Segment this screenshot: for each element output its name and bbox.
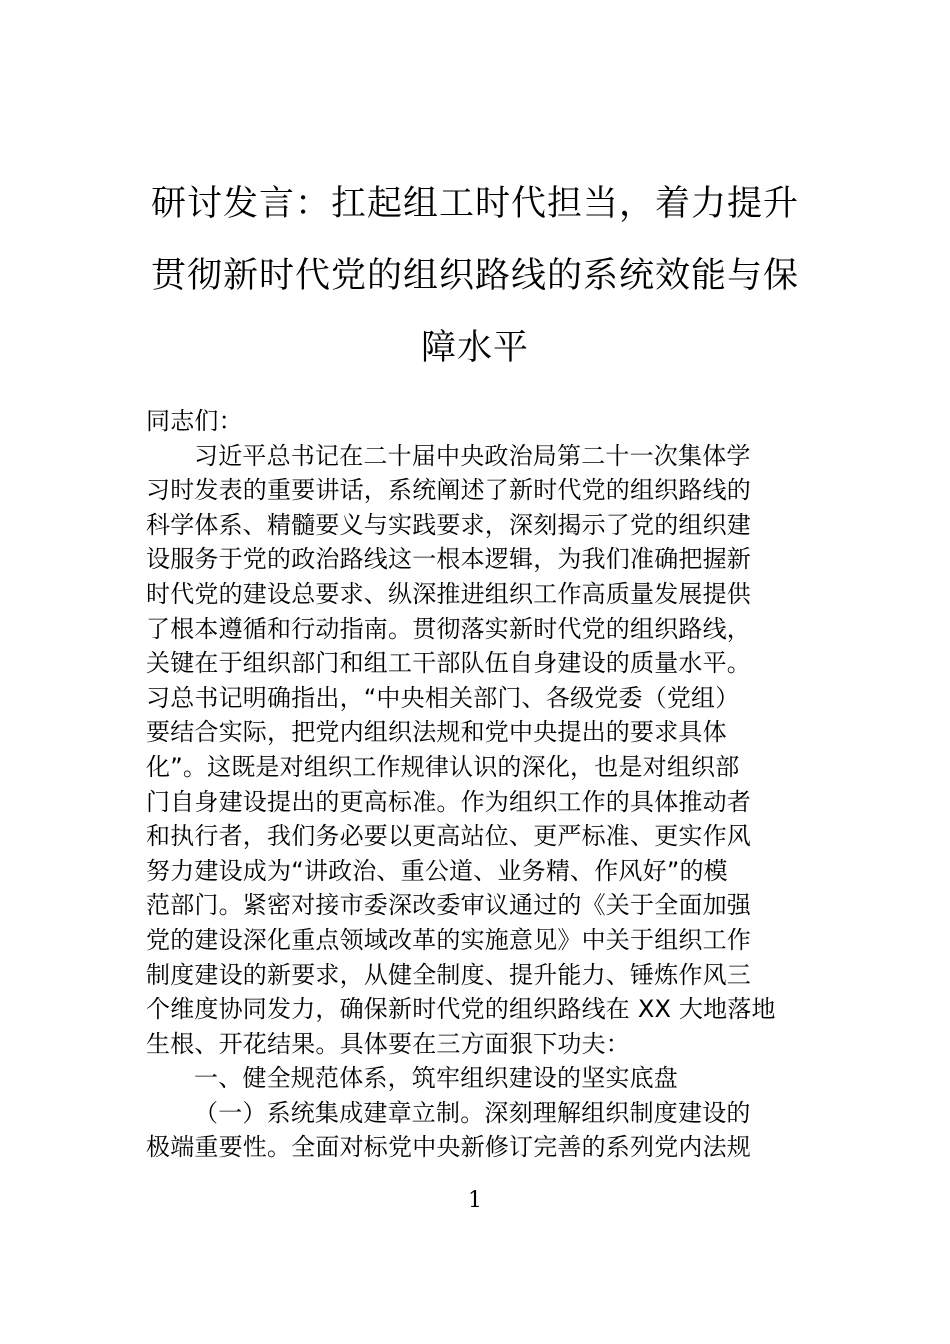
salutation: [146, 404, 810, 439]
paragraph-line: 时代党的建设总要求、纵深推进组织工作高质量发展提供: [146, 579, 751, 608]
paragraph-line: 门自身建设提出的更高标准。作为组织工作的具体推动者: [146, 787, 751, 816]
paragraph-line: 极端重要性。全面对标党中央新修订完善的系列党内法规: [146, 1133, 751, 1162]
title-line: 贯彻新时代党的组织路线的系统效能与保: [150, 256, 799, 296]
section-heading-text: 一、健全规范体系，筑牢组织建设的坚实底盘: [194, 1064, 678, 1093]
paragraph-line: 个维度协同发力，确保新时代党的组织路线在 XX 大地落地: [146, 995, 776, 1024]
title-line: 障水平: [420, 328, 529, 368]
page-number: 1: [468, 1188, 482, 1213]
paragraph-line: 习近平总书记在二十届中央政治局第二十一次集体学: [194, 441, 751, 470]
paragraph-line: 制度建设的新要求，从健全制度、提升能力、锤炼作风三: [146, 960, 751, 989]
paragraph-line: 范部门。紧密对接市委深改委审议通过的《关于全面加强: [146, 891, 751, 920]
paragraph-line: 设服务于党的政治路线这一根本逻辑，为我们准确把握新: [146, 545, 751, 574]
document-title: [150, 168, 800, 384]
paragraph-line: （一）系统集成建章立制。深刻理解组织制度建设的: [194, 1098, 751, 1127]
paragraph-line: 关键在于组织部门和组工干部队伍自身建设的质量水平。: [146, 649, 751, 678]
section-heading: [146, 1061, 810, 1096]
paragraph-line: 习时发表的重要讲话，系统阐述了新时代党的组织路线的: [146, 476, 751, 505]
paragraph-line: 了根本遵循和行动指南。贯彻落实新时代党的组织路线，: [146, 614, 751, 643]
paragraph-intro: [146, 439, 810, 1062]
paragraph-line: 党的建设深化重点领域改革的实施意见》中关于组织工作: [146, 925, 751, 954]
paragraph-line: 化”。这既是对组织工作规律认识的深化，也是对组织部: [146, 752, 740, 781]
document-body: [146, 404, 810, 1165]
salutation-line: 同志们：: [146, 407, 243, 435]
paragraph-line: 和执行者，我们务必要以更高站位、更严标准、更实作风: [146, 822, 751, 851]
paragraph-line: 要结合实际，把党内组织法规和党中央提出的要求具体: [146, 718, 727, 747]
paragraph-section-1: [146, 1096, 810, 1165]
paragraph-line: 努力建设成为“讲政治、重公道、业务精、作风好”的模: [146, 856, 728, 885]
title-line: 研讨发言：扛起组工时代担当，着力提升: [150, 184, 799, 224]
paragraph-line: 科学体系、精髓要义与实践要求，深刻揭示了党的组织建: [146, 510, 751, 539]
paragraph-line: 习总书记明确指出，“中央相关部门、各级党委（党组）: [146, 683, 740, 712]
paragraph-line: 生根、开花结果。具体要在三方面狠下功夫：: [146, 1029, 630, 1058]
